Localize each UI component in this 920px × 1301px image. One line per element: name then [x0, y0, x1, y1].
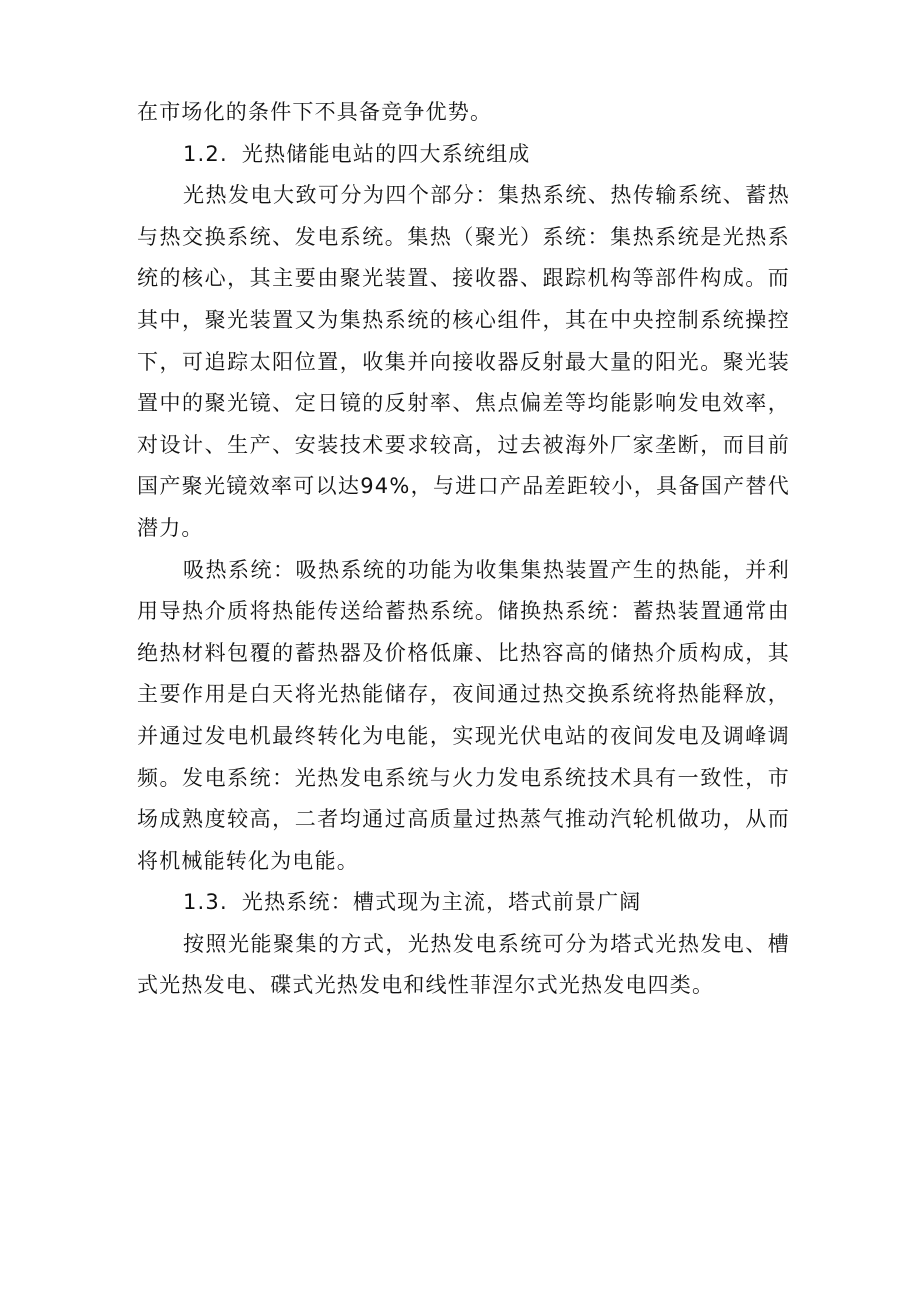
- section-heading-1-3: [137, 882, 790, 924]
- section-number-1-3: 1.3.: [183, 890, 228, 915]
- section-title-1-3: 光热系统：槽式现为主流，塔式前景广阔: [241, 890, 642, 915]
- section-number-1-2: 1.2.: [183, 141, 228, 166]
- section-heading-1-2: [137, 134, 790, 176]
- paragraph-absorber-storage-generation: 吸热系统：吸热系统的功能为收集集热装置产生的热能，并利用导热介质将热能传送给蓄热系统。储换热系统：蓄热装置通常由绝热材料包覆的蓄热器及价格低廉、比热容高的储热介质构成，其主要作用是白天将光热能储存，夜间通过热交换系统将热能释放，并通过发电机最终转化为电能，实现光伏电站的夜间发电及调峰调频。发电系统：光热发电系统与火力发电系统技术具有一致性，市场成熟度较高，二者均通过高质量过热蒸气推动汽轮机做功，从而将机械能转化为电能。: [137, 557, 790, 873]
- document-body: [137, 92, 790, 1007]
- paragraph-collector-system: 光热发电大致可分为四个部分：集热系统、热传输系统、蓄热与热交换系统、发电系统。集热（聚光）系统：集热系统是光热系统的核心，其主要由聚光装置、接收器、跟踪机构等部件构成。而其中，聚光装置又为集热系统的核心组件，其在中央控制系统操控下，可追踪太阳位置，收集并向接收器反射最大量的阳光。聚光装置中的聚光镜、定日镜的反射率、焦点偏差等均能影响发电效率，对设计、生产、安装技术要求较高，过去被海外厂家垄断，而目前国产聚光镜效率可以达94%，与进口产品差距较小，具备国产替代潜力。: [137, 183, 790, 540]
- intro-tail-text: 在市场化的条件下不具备竞争优势。: [137, 100, 493, 124]
- section-title-1-2: 光热储能电站的四大系统组成: [241, 141, 531, 166]
- paragraph-csp-types: 按照光能聚集的方式，光热发电系统可分为塔式光热发电、槽式光热发电、碟式光热发电和线性菲涅尔式光热发电四类。: [137, 931, 790, 998]
